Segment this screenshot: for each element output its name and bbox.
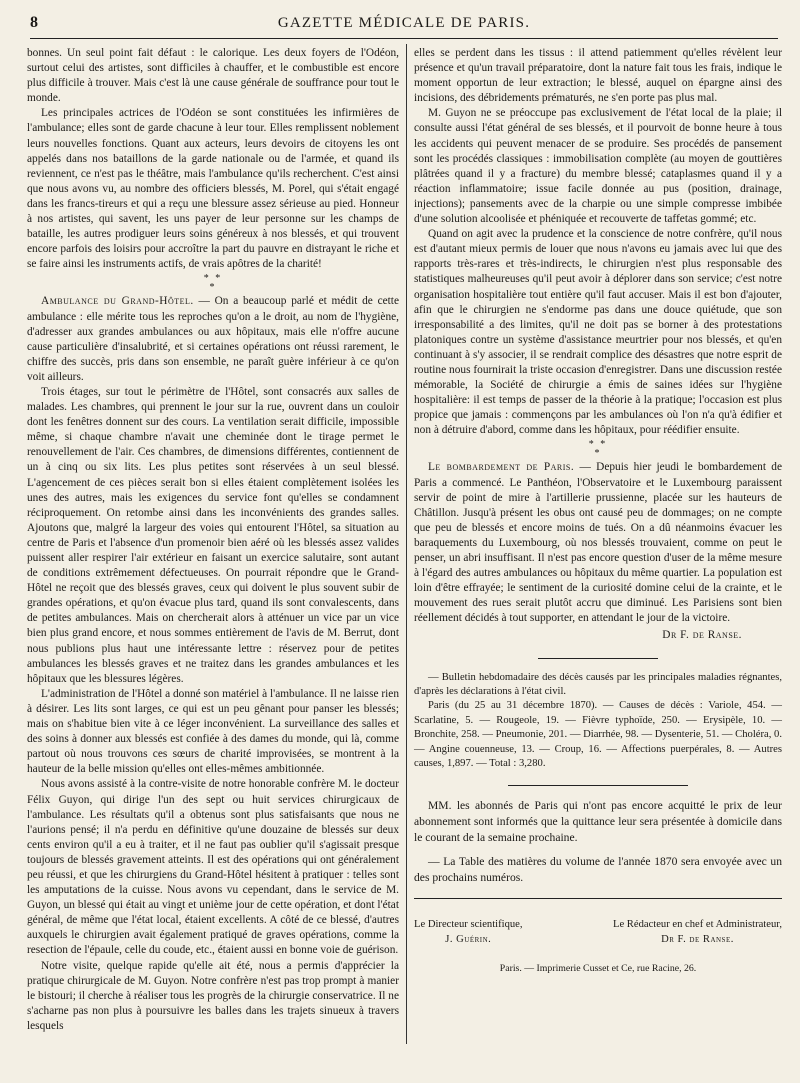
paragraph: Notre visite, quelque rapide qu'elle ait été, nous a permis d'apprécier la pratique chirurgicale de M. Guyon. Notre confrère n'est pas trop prompt à manier le bistouri; il cherche à réaliser tous les progrès de la chirurgie conservatrice. Il ne s'acharne pas non plus à poursuivre les balles dans les trajets sinueux à travers lesquels	[27, 959, 399, 1032]
paragraph: Nous avons assisté à la contre-visite de notre honorable confrère M. le docteur Félix Guyon, qui dirige l'un des sept ou huit services chirurgicaux de l'ambulance. Les résultats qu'il a obtenus sont plus satisfaisants que nous ne l'aurions pensé; il n'a perdu en définitive qu'une douzaine de blessés sur deux cents environ qu'il a eu à traiter, et il ne faut pas oublier qu'il s'agissait presque toujours de blessés gravement atteints. Il est des opérations qui ont généralement peu réussi, et que les chirurgiens du Grand-Hôtel hésitent à pratiquer : telles sont les amputations de la cuisse. Nous avons vu cependant, dans le service de M. Guyon, un blessé qui était au vingt et unième jour de cette opération, et dont l'état général, de même que l'état local, étaient excellents. A côté de ce blessé, d'autres auxquels le chirurgien avait également pratiqué de graves opérations, comme la resection de l'épaule, celle du coude, etc., étaient aussi en bonne voie de guérison.	[27, 778, 399, 957]
ambulance-grand-hotel-article	[27, 294, 399, 385]
right-column	[414, 46, 782, 976]
director-title: Le Directeur scientifique,	[414, 919, 523, 931]
editor-name: Dr F. de Ranse.	[661, 934, 734, 946]
paragraph: Les principales actrices de l'Odéon se sont constituées les infirmières de l'ambulance; elles sont de garde chacune à leur tour. Elles remplissent noblement leurs nouvelles fonctions. Quant aux acteurs, leurs devoirs de citoyens les ont appelés dans nos bataillons de la garde nationale ou de l'armée, et quand ils reviennent, ce n'est pas le théâtre, mais l'ambulance qu'ils recherchent. C'est ainsi que nous avons vu, au nombre des officiers blessés, M. Porel, qui s'était engagé dans les francs-tireurs et qui a reçu une blessure assez sérieuse au pied. Honneur à nos artistes, qui savent, les uns payer de leur personne sur les champs de bataille, les autres prodiguer leurs soins généreux à nos blessés, et qui trouvent encore parfois des loisirs pour accroître la part du pauvre en distrayant le riche et se faire ainsi les instruments actifs, de vrais apôtres de la charité!	[27, 107, 399, 271]
article-text: — Depuis hier jeudi le bombardement de Paris a commencé. Le Panthéon, l'Observatoire et le Luxembourg paraissent servir de point de mire à l'artillerie prussienne, placée sur les hauteurs de Châtillon. Jusqu'à présent les obus ont causé peu de dommages; on ne compte que peu de blessés et encore moins de tués. On a dû néanmoins évacuer les baraquements du Luxembourg, où nos blessés trouvaient, comme on peut le penser, un abri insuffisant. Il n'est pas encore question d'user de la même mesure à l'égard des autres ambulances ou hôpitaux du même quartier. La population est loin d'être effrayée; le sentiment de la curiosité domine celui de la crainte, et le mouvement des rues serait plutôt accru que diminué. Les Parisiens sont bien réellement décidés à tout supporter, en attendant le jour de la victoire.	[414, 461, 782, 625]
bulletin-causes: Paris (du 25 au 31 décembre 1870). — Causes de décès : Variole, 454. — Scarlatine, 5. — Rougeole, 19. — Fièvre typhoïde, 250. — Erysipèle, 10. — Bronchite, 258. — Pneumonie, 201. — Diarrhée, 98. — Dysenterie, 51. — Choléra, 0. — Angine couenneuse, 13. — Croup, 16. — Affections puerpérales, 8. — Autres causes, 1,897. — Total : 3,280.	[414, 700, 782, 769]
separator-rule	[538, 658, 658, 659]
page-number: 8	[30, 14, 38, 31]
column-divider	[406, 44, 407, 1044]
page-header	[30, 14, 778, 38]
editor-title: Le Rédacteur en chef et Administrateur,	[612, 919, 782, 931]
subscription-notice: MM. les abonnés de Paris qui n'ont pas encore acquitté le prix de leur abonnement sont informés que la quittance leur sera présentée à domicile dans le courant de la semaine prochaine.	[414, 799, 782, 845]
paragraph: elles se perdent dans les tissus : il attend patiemment qu'elles révèlent leur présence et qu'un travail préparatoire, dont la nature fait tous les frais, indique le moment opportun de leur extraction; le blessé, auquel on épargne ainsi des incisions, des débridements prématurés, ne s'en porte pas plus mal.	[414, 47, 782, 105]
article-text: — On a beaucoup parlé et médit de cette ambulance : elle mérite tous les reproches qu'on a le droit, au nom de l'hygiène, d'adresser aux grandes ambulances ou aux hôpitaux, mais elle n'offre aucune cause particulière d'insalubrité, et si certaines opérations ont réussi rarement, le chiffre des succès, pris dans son ensemble, ne paraît guère inférieur à ce qu'on voit ailleurs.	[27, 295, 399, 383]
header-rule	[30, 38, 778, 39]
article-title: Le bombardement de Paris.	[428, 461, 575, 474]
section-stars: * * *	[203, 273, 223, 294]
signature: Dr F. de Ranse.	[662, 629, 742, 642]
bulletin-title: — Bulletin hebdomadaire des décès causés par les principales maladies régnantes, d'après les déclarations à l'état civil.	[414, 671, 782, 697]
mortality-bulletin	[414, 671, 782, 772]
paragraph: Trois étages, sur tout le périmètre de l'Hôtel, sont consacrés aux salles de malades. Les chambres, qui prennent le jour sur la rue, ouvrent dans un couloir dont les fenêtres donnent sur des cours. La ventilation serait difficile, impossible même, si chaque chambre n'avait une cheminée dont le tirage permet le renouvellement de l'air. Ces chambres, de dimensions différentes, contiennent de un à cinq ou six lits. Les plus petites sont réservées à un seul blessé. L'agencement de ces pièces serait bon si elles étaient complètement isolées les unes des autres, mais les exigences du service font qu'elles se condamnent réciproquement. On retombe ainsi dans les inconvénients des grandes salles. Ajoutons que, malgré la largeur des voies qui entourent l'Hôtel, sa situation au centre de Paris et l'absence d'un promenoir bien aéré où les blessés assez valides puissent aller respirer l'air extérieur en faisant un exercice salutaire, sont autant de conditions extrêmement défectueuses. On pourrait répondre que le Grand-Hôtel ne reçoit que des blessés graves, ceux qui doivent le plus souvent subir de grandes opérations, et qu'on évacue plus tard, quand ils sont convalescents, dans de petites ambulances. Mais on chercherait alors à atténuer un vice par un vice bien plus grand encore, et nous sommes entièrement de l'avis de M. Berrut, dont nous publions plus haut une intéressante lettre : réservez pour de petites ambulances les blessés graves et ne traitez dans les grandes ambulances et les hôpitaux que les blessures légères.	[27, 385, 399, 685]
separator-rule	[508, 785, 688, 786]
footer-rule	[414, 898, 782, 899]
bombardment-article	[414, 460, 782, 626]
director-name: J. Guérin.	[445, 934, 492, 946]
footer-credits	[414, 917, 782, 976]
notices	[414, 798, 782, 886]
paragraph: Quand on agit avec la prudence et la conscience de notre confrère, qu'il nous est d'autant mieux permis de louer que nous n'avons eu jamais avec lui que des rapports très-rares et très-indirects, le chirurgien n'est plus responsable des statistiques malheureuses qu'il peut avoir à déplorer dans son service; c'est notre organisation hospitalière tout entière qu'il faut accuser. Mais il est bon d'ajouter, afin que le chirurgien ne s'endorme pas dans une douce quiétude, que son irresponsabilité a des limites, qu'il ne doit pas se borner à des protestations platoniques contre un système d'assistance meurtrier pour nos blessés, et qu'en continuant à s'y associer, il se rendrait complice des désastres que notre esprit de routine nous fournirait la triste occasion d'enregistrer. Dans une discussion restée mémorable, la Société de chirurgie a émis de saines idées sur l'hygiène hospitalière: il est temps de passer de la théorie à la pratique; l'occasion est plus propice que jamais : commençons par les ambulances où l'on n'a qu'à édifier et non à détruire d'abord, comme dans les hôpitaux, pour réédifier ensuite.	[414, 228, 782, 437]
paragraph: bonnes. Un seul point fait défaut : le calorique. Les deux foyers de l'Odéon, surtout celui des artistes, sont difficiles à chauffer, et le combustible est encore plus difficile à trouver. Mais c'est là une cause générale de souffrance pour tout le monde.	[27, 47, 399, 105]
printer-imprint: Paris. — Imprimerie Cusset et Ce, rue Racine, 26.	[499, 963, 697, 975]
article-title: Ambulance du Grand-Hôtel.	[41, 295, 194, 308]
paragraph: M. Guyon ne se préoccupe pas exclusivement de l'état local de la plaie; il consulte aussi l'état général de ses blessés, et il pourvoit de bonne heure à tous les accidents qui peuvent menacer de se produire. Ses procédés de pansement sont les procédés classiques : immobilisation complète (au moyen de gouttières plâtrées quand il y a fracture) du membre blessé; cataplasmes quand il y a réaction inflammatoire; issue facile donnée au pus (position, drainage, injections); pansements avec de la charpie ou une simple compresse imbibée d'une solution alcoolisée et phéniquée et recouverte de taffetas gommé; etc.	[414, 107, 782, 226]
paragraph: L'administration de l'Hôtel a donné son matériel à l'ambulance. Il ne laisse rien à désirer. Les lits sont larges, ce qui est un peu gênant pour panser les blessés; mais on s'habitue bien vite à ce léger inconvénient. La surveillance des salles et des soins à donner aux blessés est confiée à des dames du monde, qui là, comme partout où nous trouvons ces sœurs de charité improvisées, se montrent à la hauteur de la belle mission qu'elles ont elles-mêmes ambitionnée.	[27, 687, 399, 776]
journal-title: GAZETTE MÉDICALE DE PARIS.	[277, 15, 531, 31]
left-column	[27, 46, 399, 1034]
table-of-contents-notice: — La Table des matières du volume de l'année 1870 sera envoyée avec un des prochains numéros.	[414, 855, 782, 885]
section-stars: * * *	[588, 439, 608, 460]
